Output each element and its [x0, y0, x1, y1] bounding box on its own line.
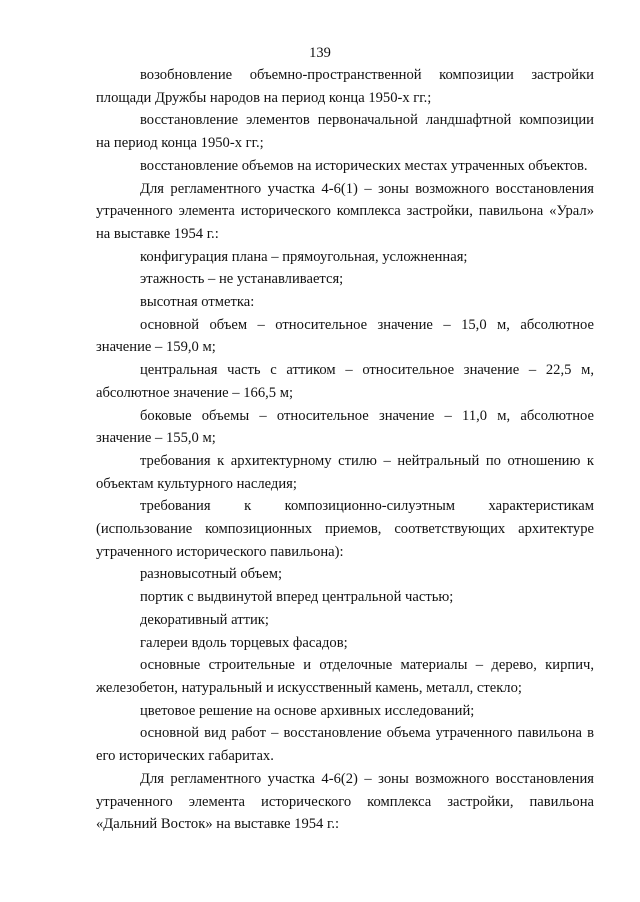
paragraph: цветовое решение на основе архивных исследований; — [140, 702, 475, 719]
paragraph: разновысотный объем; — [140, 566, 283, 583]
paragraph: Для регламентного участка 4-6(1) – зоны возможного восстановления утраченного элемента исторического комплекса застройки, павильона «Урал» на выставке 1954 г.: — [96, 180, 594, 242]
document-body — [96, 64, 594, 836]
paragraph: основной объем – относительное значение – 15,0 м, абсолютное значение – 159,0 м; — [96, 316, 594, 356]
paragraph: этажность – не устанавливается; — [140, 271, 344, 288]
paragraph: восстановление объемов на исторических местах утраченных объектов. — [140, 157, 588, 174]
paragraph: галереи вдоль торцевых фасадов; — [140, 634, 348, 651]
paragraph: высотная отметка: — [140, 294, 255, 311]
paragraph: возобновление объемно-пространственной композиции застройки площади Дружбы народов на период конца 1950-х гг.; — [96, 67, 594, 106]
paragraph: требования к архитектурному стилю – нейтральный по отношению к объектам культурного наследия; — [96, 452, 594, 492]
paragraph: центральная часть с аттиком – относительное значение – 22,5 м, абсолютное значение – 166,5 м; — [96, 362, 594, 401]
paragraph: конфигурация плана – прямоугольная, усложненная; — [140, 248, 468, 265]
paragraph: портик с выдвинутой вперед центральной частью; — [140, 589, 454, 606]
paragraph: основной вид работ – восстановление объема утраченного павильона в его исторических габаритах. — [96, 725, 594, 765]
paragraph: основные строительные и отделочные материалы – дерево, кирпич, железобетон, натуральный и искусственный камень, металл, стекло; — [96, 657, 594, 696]
paragraph: требования к композиционно-силуэтным характеристикам (использование композиционных приемов, соответствующих архитектуре утраченного исторического павильона): — [96, 498, 594, 560]
page-number: 139 — [309, 45, 331, 61]
paragraph: Для регламентного участка 4-6(2) – зоны возможного восстановления утраченного элемента исторического комплекса застройки, павильона «Дальний Восток» на выставке 1954 г.: — [96, 770, 594, 833]
paragraph: декоративный аттик; — [140, 611, 269, 628]
paragraph: восстановление элементов первоначальной ландшафтной композиции на период конца 1950-х гг.; — [96, 112, 594, 152]
paragraph: боковые объемы – относительное значение – 11,0 м, абсолютное значение – 155,0 м; — [96, 407, 594, 447]
